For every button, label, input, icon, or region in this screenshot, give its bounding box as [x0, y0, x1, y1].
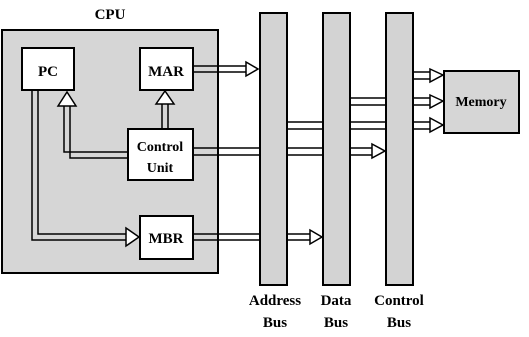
- mbr-label: MBR: [148, 231, 184, 247]
- address-bus-to-memory-arrow: [287, 118, 443, 132]
- control-bus-label-line2: Bus: [386, 315, 412, 331]
- mar-label: MAR: [148, 64, 184, 80]
- control-bus-label-line1: Control: [374, 293, 424, 309]
- cpu-title: CPU: [94, 7, 126, 23]
- control-bus-to-memory-arrow: [413, 69, 443, 82]
- control-unit-to-control-bus-arrow: [193, 144, 385, 158]
- data-bus-label-line1: Data: [320, 293, 352, 309]
- address-bus-label-line2: Bus: [262, 315, 288, 331]
- control-unit-label-line1: Control: [136, 140, 184, 155]
- control-bus: [386, 13, 413, 285]
- address-bus-label-line1: Address: [248, 293, 302, 309]
- data-bus-label-line2: Bus: [323, 315, 349, 331]
- data-bus: [323, 13, 350, 285]
- address-bus: [260, 13, 287, 285]
- pc-label: PC: [38, 64, 58, 80]
- control-unit-label-line2: Unit: [146, 161, 174, 176]
- memory-label: Memory: [455, 95, 507, 110]
